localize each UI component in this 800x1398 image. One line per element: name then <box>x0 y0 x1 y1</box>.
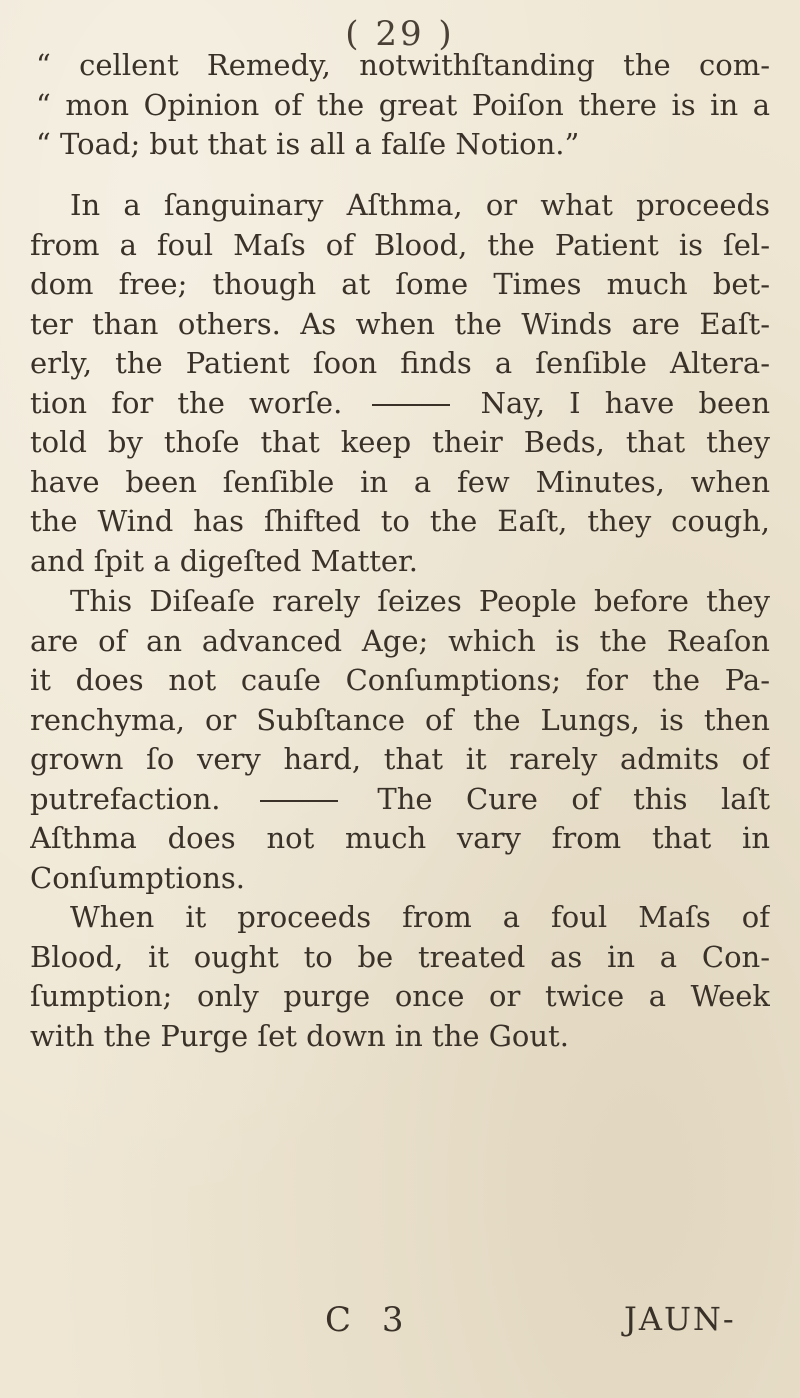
text-line: This Diſeaſe rarely ſeizes People before they <box>70 584 770 618</box>
text-line: it does not cauſe Conſumptions; for the Pa- <box>30 663 770 697</box>
page-number: ( 29 ) <box>345 14 455 54</box>
text-line: and ſpit a digeſted Matter. <box>30 543 418 578</box>
text-line: with the Purge ſet down in the Gout. <box>30 1018 569 1053</box>
text-line: erly, the Patient ſoon finds a ſenſible Altera- <box>30 346 770 380</box>
text-line: Conſumptions. <box>30 860 245 895</box>
text-line: When it proceeds from a foul Maſs of <box>70 900 770 934</box>
page-footer <box>0 1300 800 1350</box>
text-line: the Wind has ſhifted to the Eaſt, they cough, <box>30 504 770 538</box>
text-line: Blood, it ought to be treated as in a Con- <box>30 939 770 974</box>
text-line: renchyma, or Subſtance of the Lungs, is then <box>30 702 770 737</box>
text-line-with-dash <box>30 780 770 820</box>
quote-line: “ mon Opinion of the great Poiſon there is in a <box>36 87 770 122</box>
text-line: dom free; though at ſome Times much bet- <box>30 267 770 301</box>
em-dash-rule <box>260 800 338 802</box>
catchword: JAUN- <box>624 1300 736 1338</box>
text-line: ſumption; only purge once or twice a Week <box>30 979 770 1013</box>
text-segment: Nay, I have been <box>480 385 770 420</box>
quote-line: “ cellent Remedy, notwithſtanding the com- <box>36 48 770 82</box>
text-segment: tion for the worſe. <box>30 385 343 420</box>
text-line: Aſthma does not much vary from that in <box>30 821 770 855</box>
text-line: told by thoſe that keep their Beds, that they <box>30 425 770 459</box>
paragraph-disease-age <box>30 582 770 898</box>
text-line: grown ſo very hard, that it rarely admits of <box>30 742 770 776</box>
text-line: have been ſenſible in a few Minutes, when <box>30 464 770 499</box>
signature-mark: C 3 <box>325 1300 414 1340</box>
em-dash-rule <box>372 404 450 406</box>
quotation-continuation <box>30 46 770 165</box>
text-line: are of an advanced Age; which is the Reaſon <box>30 623 770 658</box>
text-line-with-dash <box>30 384 770 424</box>
text-line: ter than others. As when the Winds are Eaſt- <box>30 306 770 341</box>
text-line: In a ſanguinary Aſthma, or what proceeds <box>70 188 770 222</box>
quote-line: “ Toad; but that is all a falſe Notion.” <box>36 127 580 161</box>
text-line: from a foul Maſs of Blood, the Patient is ſel- <box>30 227 770 262</box>
paragraph-sanguinary-asthma <box>30 186 770 581</box>
paragraph-foul-blood-treatment <box>30 898 770 1056</box>
text-segment: putrefaction. <box>30 781 221 816</box>
text-segment: The Cure of this laſt <box>377 781 770 816</box>
